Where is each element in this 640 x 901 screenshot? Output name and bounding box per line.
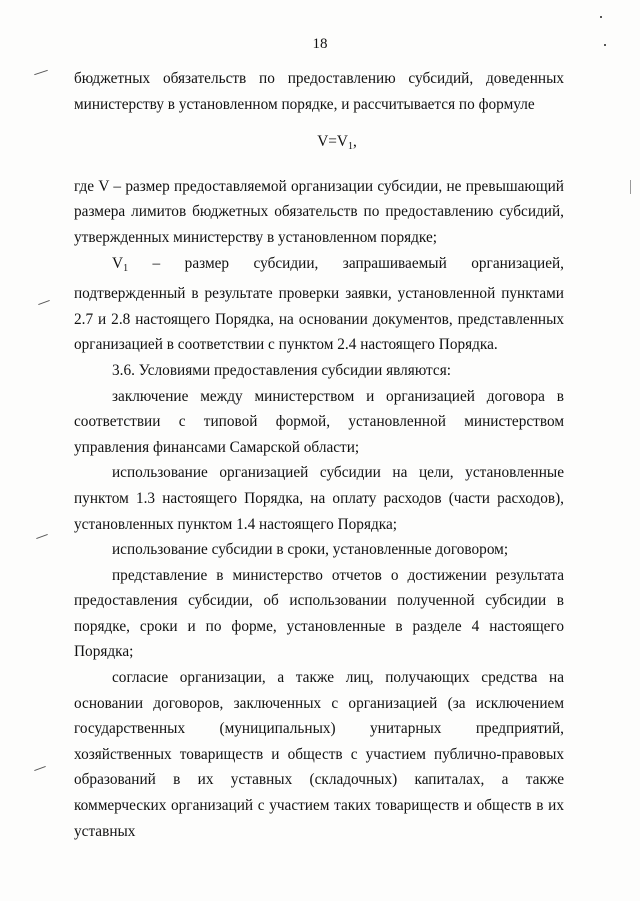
formula [74, 117, 564, 174]
scan-mark [630, 180, 631, 194]
paragraph-v-definition: где V – размер предоставляемой организации субсидии, не превышающий размера лимитов бюджетных обязательств по предоставлению субсидий, утвержденных министерству в установленном порядке; [74, 177, 564, 246]
formula-tail: , [352, 133, 357, 151]
v1-subscript: 1 [123, 262, 129, 274]
paragraph-consent: согласие организации, а также лиц, получающих средства на основании договоров, заключенных с организацией (за исключением государственных (муниципальных) унитарных предприятий, хозяйственных товариществ и обществ с участием публично-правовых образований в их уставных (складочных) капиталах, а также коммерческих организаций с участием таких товариществ и обществ в их уставных [74, 669, 564, 840]
paragraph-reporting: представление в министерство отчетов о достижении результата предоставления субсидии, об использовании полученной субсидии в порядке, сроки и по форме, установленные в разделе 4 настоящего Порядка; [74, 566, 564, 661]
paragraph-contract-condition: заключение между министерством и организацией договора в соответствии с типовой формой, установленной министерством управления финансами Самарской области; [74, 387, 564, 456]
paragraph-usage-terms: использование субсидии в сроки, установленные договором; [112, 541, 509, 559]
scan-mark [36, 534, 48, 539]
scan-mark [604, 44, 606, 46]
page-number: 18 [312, 36, 328, 52]
formula-main: V=V [317, 133, 348, 151]
scan-mark [34, 766, 46, 771]
scan-mark [34, 70, 48, 75]
paragraph-budget-obligations: бюджетных обязательств по предоставлению субсидий, доведенных министерству в установленном порядке, и рассчитывается по формуле [74, 70, 564, 113]
v1-symbol: V [112, 254, 124, 272]
scan-mark [600, 16, 602, 18]
paragraph-usage-purpose: использование организацией субсидии на цели, установленные пунктом 1.3 настоящего Порядка, на оплату расходов (части расходов), установленных пунктом 1.4 настоящего Порядка; [74, 464, 564, 533]
paragraph-3-6-heading: 3.6. Условиями предоставления субсидии являются: [112, 361, 452, 379]
document-body [74, 66, 564, 844]
paragraph-v1-definition [74, 251, 564, 358]
scan-mark [38, 300, 50, 305]
v1-text: – размер субсидии, запрашиваемый организацией, подтвержденный в результате проверки заявки, установленной пунктами 2.7 и 2.8 настоящего Порядка, на основании документов, представленных организацией в соответствии с пунктом 2.4 настоящего Порядка. [74, 254, 564, 354]
formula-subscript: 1 [347, 141, 353, 153]
